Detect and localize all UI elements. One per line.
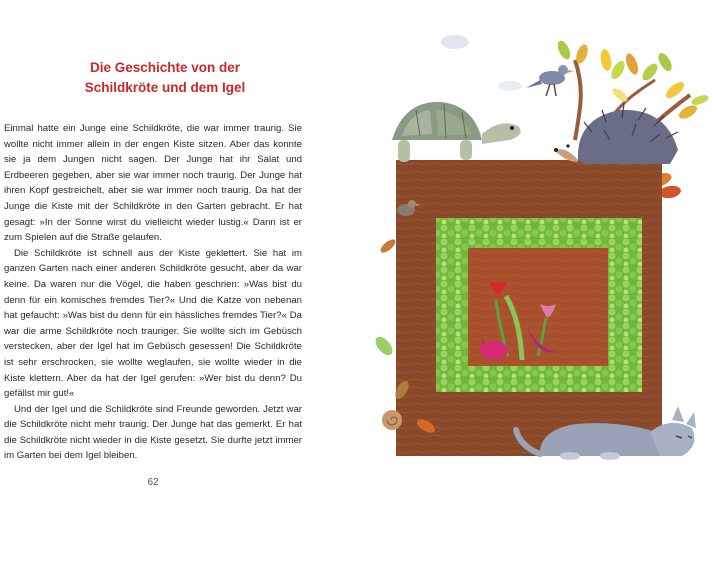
paragraph-3: Und der Igel und die Schildkröte sind Freunde geworden. Jetzt war die Schildkröte nicht mehr traurig. Der Junge hat das gemerkt. Er hat die Schildkröte nicht wieder in die Kiste gesetzt. Sie durfte jetzt immer im Garten bei dem Igel bleiben. (4, 403, 302, 462)
paragraph-2: Die Schildkröte ist schnell aus der Kiste geklettert. Sie hat im ganzen Garten nach einer anderen Schildkröte gesucht, aber da war keine. Da waren nur die Vögel, die haben geschrien: »Was bist du denn für ein komisches fremdes Tier?« Und die Katze von nebenan hat gefaucht: »Was bist du denn für ein hässliches fremdes Tier?« Da war die arme Schildkröte noch trauriger. Sie wollte sich im Gebüsch verstecken, aber der Igel hat im Gebüsch gesessen! Die Schildkröte ist sehr erschrocken, sie wollte weglaufen, sie wollte wieder in die Kiste klettern. Aber da hat der Igel gerufen: »Wer bist du denn? Du gefällst mir gut!« (4, 247, 302, 400)
page-number: 62 (147, 477, 159, 488)
cloud-icon (441, 35, 522, 91)
paragraph-1: Einmal hatte ein Junge eine Schildkröte, die war immer traurig. Sie wollte nicht immer allein in der engen Kiste sitzen. Aber das konnte sie ja dem Jungen nicht sagen. Der Junge hat ihr Salat und Erdbeeren gegeben, aber sie war immer noch traurig. Der Junge hat ihren Kopf gestreichelt, aber sie war immer noch traurig. Da hat der Junge die Kiste mit der Schildkröte in den Garten gebracht. Er hat gesagt: »In der Sonne wirst du vielleicht wieder lustig.« Dann ist er zum Spielen auf die Straße gelaufen. (4, 123, 302, 244)
snail-icon (382, 410, 402, 430)
hedge-icon (436, 218, 642, 392)
story-text (4, 121, 302, 464)
page-title (20, 58, 310, 98)
title-line-2: Schildkröte und dem Igel (84, 80, 246, 95)
bird-icon (526, 65, 574, 96)
garden-illustration (370, 0, 716, 572)
illustration-page (370, 0, 716, 572)
title-line-1: Die Geschichte von der (89, 60, 241, 75)
tortoise-icon (392, 102, 521, 162)
hedgehog-icon (554, 104, 678, 164)
